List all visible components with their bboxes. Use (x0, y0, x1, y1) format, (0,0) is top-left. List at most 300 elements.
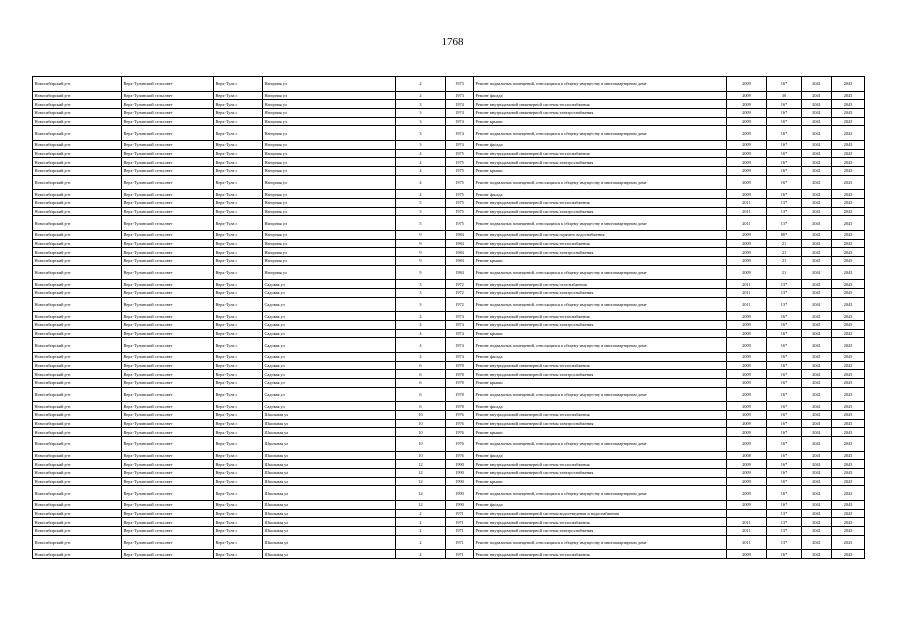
survey-year-cell: 2009 (727, 239, 767, 248)
build-year-cell: 1974 (446, 338, 474, 353)
settlement-cell: Верх-Тулинский сельсовет (122, 535, 214, 550)
plan-end-year-cell: 2043 (832, 175, 865, 190)
table-row (33, 190, 865, 199)
plan-start-year-cell: 2041 (802, 518, 832, 527)
build-year-cell: 1975 (446, 216, 474, 231)
plan-start-year-cell: 2041 (802, 338, 832, 353)
wear-percent-cell: 16* (767, 352, 802, 361)
house-number-cell: 4 (396, 550, 446, 559)
locality-cell: Верх-Тула с (214, 312, 263, 321)
build-year-cell: 1984 (446, 257, 474, 266)
survey-year-cell: 2009 (727, 230, 767, 239)
street-cell: Нагорная ул (263, 91, 396, 100)
build-year-cell: 1975 (446, 198, 474, 207)
house-number-cell: 10 (396, 410, 446, 419)
build-year-cell: 1974 (446, 140, 474, 149)
table-row (33, 198, 865, 207)
locality-cell: Верх-Тула с (214, 239, 263, 248)
house-number-cell: 3 (396, 288, 446, 297)
wear-percent-cell: 16* (767, 460, 802, 469)
settlement-cell: Верх-Тулинский сельсовет (122, 437, 214, 452)
street-cell: Нагорная ул (263, 198, 396, 207)
settlement-cell: Верх-Тулинский сельсовет (122, 352, 214, 361)
survey-year-cell: 2009 (727, 140, 767, 149)
plan-start-year-cell: 2041 (802, 216, 832, 231)
plan-end-year-cell: 2043 (832, 509, 865, 518)
settlement-cell: Верх-Тулинский сельсовет (122, 158, 214, 167)
locality-cell: Верх-Тула с (214, 550, 263, 559)
settlement-cell: Верх-Тулинский сельсовет (122, 486, 214, 501)
build-year-cell: 1984 (446, 265, 474, 280)
table-row (33, 402, 865, 411)
wear-percent-cell: 13* (767, 198, 802, 207)
wear-percent-cell: 13* (767, 509, 802, 518)
work-type-cell: Ремонт фасада (474, 140, 727, 149)
plan-end-year-cell: 2043 (832, 248, 865, 257)
locality-cell: Верх-Тула с (214, 297, 263, 312)
municipality-cell: Новосибирский р-н (33, 410, 122, 419)
settlement-cell: Верх-Тулинский сельсовет (122, 509, 214, 518)
table-row (33, 477, 865, 486)
table-row (33, 527, 865, 536)
build-year-cell: 1976 (446, 451, 474, 460)
plan-end-year-cell: 2043 (832, 207, 865, 216)
street-cell: Школьная ул (263, 437, 396, 452)
plan-start-year-cell: 2041 (802, 149, 832, 158)
plan-end-year-cell: 2043 (832, 387, 865, 402)
municipality-cell: Новосибирский р-н (33, 117, 122, 126)
municipality-cell: Новосибирский р-н (33, 460, 122, 469)
survey-year-cell: 2011 (727, 518, 767, 527)
municipality-cell: Новосибирский р-н (33, 297, 122, 312)
municipality-cell: Новосибирский р-н (33, 437, 122, 452)
locality-cell: Верх-Тула с (214, 190, 263, 199)
build-year-cell: 1972 (446, 297, 474, 312)
plan-start-year-cell: 2041 (802, 468, 832, 477)
house-number-cell: 4 (396, 149, 446, 158)
house-number-cell: 4 (396, 175, 446, 190)
table-row (33, 361, 865, 370)
street-cell: Садовая ул (263, 297, 396, 312)
house-number-cell: 9 (396, 230, 446, 239)
municipality-cell: Новосибирский р-н (33, 167, 122, 176)
table-row (33, 329, 865, 338)
build-year-cell: 1976 (446, 410, 474, 419)
plan-end-year-cell: 2043 (832, 198, 865, 207)
work-type-cell: Ремонт внутридомовой инженерной системы теплоснабжения (474, 460, 727, 469)
house-number-cell: 9 (396, 239, 446, 248)
plan-start-year-cell: 2041 (802, 108, 832, 117)
locality-cell: Верх-Тула с (214, 338, 263, 353)
house-number-cell: 2 (396, 91, 446, 100)
street-cell: Школьная ул (263, 468, 396, 477)
build-year-cell: 1974 (446, 100, 474, 109)
work-type-cell: Ремонт фасада (474, 500, 727, 509)
table-row (33, 437, 865, 452)
house-number-cell: 12 (396, 468, 446, 477)
locality-cell: Верх-Тула с (214, 419, 263, 428)
wear-percent-cell: 16* (767, 126, 802, 141)
plan-start-year-cell: 2041 (802, 117, 832, 126)
locality-cell: Верх-Тула с (214, 140, 263, 149)
build-year-cell: 1974 (446, 312, 474, 321)
plan-end-year-cell: 2043 (832, 527, 865, 536)
survey-year-cell: 2009 (727, 190, 767, 199)
work-type-cell: Ремонт фасада (474, 190, 727, 199)
wear-percent-cell: 16* (767, 149, 802, 158)
page-number: 1768 (441, 36, 464, 48)
street-cell: Садовая ул (263, 338, 396, 353)
settlement-cell: Верх-Тулинский сельсовет (122, 320, 214, 329)
house-number-cell: 12 (396, 460, 446, 469)
plan-start-year-cell: 2041 (802, 158, 832, 167)
house-number-cell: 6 (396, 402, 446, 411)
wear-percent-cell: 13* (767, 288, 802, 297)
plan-start-year-cell: 2041 (802, 100, 832, 109)
locality-cell: Верх-Тула с (214, 149, 263, 158)
plan-start-year-cell: 2041 (802, 361, 832, 370)
street-cell: Нагорная ул (263, 265, 396, 280)
table-row (33, 158, 865, 167)
work-type-cell: Ремонт подвальных помещений, относящихся к общему имуществу в многоквартирном доме (474, 297, 727, 312)
work-type-cell: Ремонт внутридомовой инженерной системы горячего водоснабжения (474, 230, 727, 239)
house-number-cell: 3 (396, 280, 446, 289)
house-number-cell: 9 (396, 248, 446, 257)
work-type-cell: Ремонт внутридомовой инженерной системы газоснабжения (474, 280, 727, 289)
work-type-cell: Ремонт внутридомовой инженерной системы электроснабжения (474, 468, 727, 477)
plan-end-year-cell: 2043 (832, 486, 865, 501)
plan-end-year-cell: 2043 (832, 158, 865, 167)
wear-percent-cell: 21 (767, 265, 802, 280)
work-type-cell: Ремонт подвальных помещений, относящихся к общему имуществу в многоквартирном доме (474, 535, 727, 550)
house-number-cell: 3 (396, 100, 446, 109)
street-cell: Нагорная ул (263, 167, 396, 176)
plan-start-year-cell: 2041 (802, 265, 832, 280)
wear-percent-cell: 16* (767, 378, 802, 387)
street-cell: Школьная ул (263, 550, 396, 559)
plan-start-year-cell: 2041 (802, 535, 832, 550)
table-row (33, 312, 865, 321)
street-cell: Садовая ул (263, 312, 396, 321)
work-type-cell: Ремонт внутридомовой инженерной системы теплоснабжения (474, 312, 727, 321)
table-row (33, 297, 865, 312)
municipality-cell: Новосибирский р-н (33, 239, 122, 248)
street-cell: Школьная ул (263, 428, 396, 437)
plan-start-year-cell: 2041 (802, 387, 832, 402)
survey-year-cell: 2009 (727, 419, 767, 428)
locality-cell: Верх-Тула с (214, 535, 263, 550)
work-type-cell: Ремонт внутридомовой инженерной системы электроснабжения (474, 207, 727, 216)
municipality-cell: Новосибирский р-н (33, 329, 122, 338)
work-type-cell: Ремонт внутридомовой инженерной системы электроснабжения (474, 248, 727, 257)
plan-end-year-cell: 2043 (832, 320, 865, 329)
table-row (33, 167, 865, 176)
build-year-cell: 1971 (446, 509, 474, 518)
table-row (33, 338, 865, 353)
locality-cell: Верх-Тула с (214, 91, 263, 100)
wear-percent-cell: 16* (767, 100, 802, 109)
build-year-cell: 1972 (446, 288, 474, 297)
plan-start-year-cell: 2041 (802, 451, 832, 460)
wear-percent-cell: 16* (767, 320, 802, 329)
plan-start-year-cell: 2041 (802, 477, 832, 486)
plan-start-year-cell: 2041 (802, 239, 832, 248)
work-type-cell: Ремонт внутридомовой инженерной системы электроснабжения (474, 370, 727, 379)
table-row (33, 280, 865, 289)
build-year-cell: 1974 (446, 320, 474, 329)
work-type-cell: Ремонт подвальных помещений, относящихся к общему имуществу в многоквартирном доме (474, 437, 727, 452)
table-row (33, 378, 865, 387)
settlement-cell: Верх-Тулинский сельсовет (122, 198, 214, 207)
settlement-cell: Верх-Тулинский сельсовет (122, 77, 214, 92)
house-number-cell: 12 (396, 486, 446, 501)
table-row (33, 100, 865, 109)
plan-start-year-cell: 2041 (802, 167, 832, 176)
street-cell: Садовая ул (263, 288, 396, 297)
plan-end-year-cell: 2043 (832, 370, 865, 379)
plan-start-year-cell: 2041 (802, 419, 832, 428)
wear-percent-cell: 16* (767, 370, 802, 379)
municipality-cell: Новосибирский р-н (33, 550, 122, 559)
plan-end-year-cell: 2043 (832, 338, 865, 353)
locality-cell: Верх-Тула с (214, 167, 263, 176)
locality-cell: Верх-Тула с (214, 378, 263, 387)
plan-end-year-cell: 2043 (832, 239, 865, 248)
municipality-cell: Новосибирский р-н (33, 338, 122, 353)
build-year-cell: 1976 (446, 428, 474, 437)
survey-year-cell: 2009 (727, 387, 767, 402)
house-number-cell: 2 (396, 77, 446, 92)
locality-cell: Верх-Тула с (214, 402, 263, 411)
work-type-cell: Ремонт внутридомовой инженерной системы теплоснабжения (474, 149, 727, 158)
street-cell: Нагорная ул (263, 149, 396, 158)
municipality-cell: Новосибирский р-н (33, 370, 122, 379)
street-cell: Нагорная ул (263, 100, 396, 109)
build-year-cell: 1978 (446, 361, 474, 370)
municipality-cell: Новосибирский р-н (33, 77, 122, 92)
build-year-cell: 1974 (446, 108, 474, 117)
wear-percent-cell: 16* (767, 410, 802, 419)
municipality-cell: Новосибирский р-н (33, 486, 122, 501)
house-number-cell: 4 (396, 312, 446, 321)
plan-start-year-cell: 2041 (802, 312, 832, 321)
house-number-cell: 6 (396, 378, 446, 387)
municipality-cell: Новосибирский р-н (33, 91, 122, 100)
work-type-cell: Ремонт крыши (474, 428, 727, 437)
build-year-cell: 1971 (446, 527, 474, 536)
build-year-cell: 1971 (446, 535, 474, 550)
settlement-cell: Верх-Тулинский сельсовет (122, 500, 214, 509)
plan-start-year-cell: 2041 (802, 527, 832, 536)
municipality-cell: Новосибирский р-н (33, 216, 122, 231)
build-year-cell: 1971 (446, 550, 474, 559)
work-type-cell: Ремонт внутридомовой инженерной системы водоотведения и водоснабжения (474, 509, 727, 518)
wear-percent-cell: 16* (767, 312, 802, 321)
municipality-cell: Новосибирский р-н (33, 190, 122, 199)
work-type-cell: Ремонт внутридомовой инженерной системы электроснабжения (474, 288, 727, 297)
plan-end-year-cell: 2043 (832, 428, 865, 437)
plan-end-year-cell: 2043 (832, 518, 865, 527)
work-type-cell: Ремонт подвальных помещений, относящихся к общему имуществу в многоквартирном доме (474, 175, 727, 190)
work-type-cell: Ремонт внутридомовой инженерной системы электроснабжения (474, 320, 727, 329)
street-cell: Садовая ул (263, 329, 396, 338)
locality-cell: Верх-Тула с (214, 451, 263, 460)
table-row (33, 518, 865, 527)
survey-year-cell: 2009 (727, 460, 767, 469)
locality-cell: Верх-Тула с (214, 486, 263, 501)
house-number-cell: 2 (396, 518, 446, 527)
locality-cell: Верх-Тула с (214, 265, 263, 280)
survey-year-cell: 2011 (727, 527, 767, 536)
house-number-cell: 10 (396, 451, 446, 460)
table-row (33, 207, 865, 216)
locality-cell: Верх-Тула с (214, 126, 263, 141)
survey-year-cell: 2009 (727, 402, 767, 411)
plan-end-year-cell: 2043 (832, 352, 865, 361)
house-number-cell: 5 (396, 198, 446, 207)
work-type-cell: Ремонт внутридомовой инженерной системы теплоснабжения (474, 410, 727, 419)
survey-year-cell: 2009 (727, 149, 767, 158)
locality-cell: Верх-Тула с (214, 198, 263, 207)
street-cell: Школьная ул (263, 419, 396, 428)
settlement-cell: Верх-Тулинский сельсовет (122, 361, 214, 370)
survey-year-cell: 2009 (727, 468, 767, 477)
table-row (33, 500, 865, 509)
work-type-cell: Ремонт крыши (474, 477, 727, 486)
plan-start-year-cell: 2041 (802, 198, 832, 207)
survey-year-cell: 2009 (727, 486, 767, 501)
house-number-cell: 5 (396, 216, 446, 231)
build-year-cell: 1975 (446, 190, 474, 199)
plan-start-year-cell: 2041 (802, 248, 832, 257)
table-row (33, 320, 865, 329)
house-number-cell: 2 (396, 509, 446, 518)
plan-start-year-cell: 2041 (802, 402, 832, 411)
plan-end-year-cell: 2043 (832, 477, 865, 486)
table-row (33, 265, 865, 280)
street-cell: Нагорная ул (263, 158, 396, 167)
survey-year-cell: 2009 (727, 378, 767, 387)
street-cell: Садовая ул (263, 352, 396, 361)
table-row (33, 216, 865, 231)
house-number-cell: 3 (396, 297, 446, 312)
plan-end-year-cell: 2043 (832, 500, 865, 509)
build-year-cell: 1974 (446, 329, 474, 338)
plan-start-year-cell: 2041 (802, 140, 832, 149)
table-row (33, 257, 865, 266)
plan-end-year-cell: 2043 (832, 550, 865, 559)
street-cell: Нагорная ул (263, 190, 396, 199)
plan-start-year-cell: 2041 (802, 91, 832, 100)
plan-start-year-cell: 2041 (802, 460, 832, 469)
table-row (33, 486, 865, 501)
survey-year-cell: 2009 (727, 550, 767, 559)
street-cell: Школьная ул (263, 451, 396, 460)
wear-percent-cell: 13* (767, 527, 802, 536)
house-number-cell: 4 (396, 329, 446, 338)
street-cell: Школьная ул (263, 477, 396, 486)
survey-year-cell: 2009 (727, 265, 767, 280)
work-type-cell: Ремонт фасада (474, 352, 727, 361)
municipality-cell: Новосибирский р-н (33, 257, 122, 266)
work-type-cell: Ремонт подвальных помещений, относящихся к общему имуществу в многоквартирном доме (474, 265, 727, 280)
municipality-cell: Новосибирский р-н (33, 100, 122, 109)
locality-cell: Верх-Тула с (214, 527, 263, 536)
wear-percent-cell: 80* (767, 230, 802, 239)
work-type-cell: Ремонт подвальных помещений, относящихся к общему имуществу в многоквартирном доме (474, 126, 727, 141)
plan-end-year-cell: 2043 (832, 419, 865, 428)
street-cell: Нагорная ул (263, 126, 396, 141)
table-row (33, 91, 865, 100)
work-type-cell: Ремонт подвальных помещений, относящихся к общему имуществу в многоквартирном доме (474, 216, 727, 231)
street-cell: Нагорная ул (263, 216, 396, 231)
plan-start-year-cell: 2041 (802, 288, 832, 297)
street-cell: Школьная ул (263, 460, 396, 469)
street-cell: Школьная ул (263, 527, 396, 536)
build-year-cell: 1990 (446, 460, 474, 469)
settlement-cell: Верх-Тулинский сельсовет (122, 460, 214, 469)
survey-year-cell: 2009 (727, 167, 767, 176)
build-year-cell: 1984 (446, 248, 474, 257)
wear-percent-cell: 21 (767, 257, 802, 266)
street-cell: Садовая ул (263, 280, 396, 289)
survey-year-cell: 2009 (727, 437, 767, 452)
municipality-cell: Новосибирский р-н (33, 265, 122, 280)
build-year-cell: 1975 (446, 149, 474, 158)
settlement-cell: Верх-Тулинский сельсовет (122, 280, 214, 289)
municipality-cell: Новосибирский р-н (33, 175, 122, 190)
locality-cell: Верх-Тула с (214, 257, 263, 266)
wear-percent-cell: 16* (767, 428, 802, 437)
table-row (33, 410, 865, 419)
wear-percent-cell: 13* (767, 535, 802, 550)
house-number-cell: 5 (396, 207, 446, 216)
locality-cell: Верх-Тула с (214, 77, 263, 92)
settlement-cell: Верх-Тулинский сельсовет (122, 288, 214, 297)
municipality-cell: Новосибирский р-н (33, 387, 122, 402)
settlement-cell: Верх-Тулинский сельсовет (122, 175, 214, 190)
work-type-cell: Ремонт внутридомовой инженерной системы электроснабжения (474, 527, 727, 536)
municipality-cell: Новосибирский р-н (33, 361, 122, 370)
municipality-cell: Новосибирский р-н (33, 207, 122, 216)
build-year-cell: 1978 (446, 387, 474, 402)
settlement-cell: Верх-Тулинский сельсовет (122, 230, 214, 239)
locality-cell: Верх-Тула с (214, 280, 263, 289)
house-number-cell: 3 (396, 108, 446, 117)
wear-percent-cell: 21 (767, 248, 802, 257)
wear-percent-cell: 21 (767, 239, 802, 248)
settlement-cell: Верх-Тулинский сельсовет (122, 419, 214, 428)
table-row (33, 288, 865, 297)
work-type-cell: Ремонт крыши (474, 378, 727, 387)
plan-end-year-cell: 2043 (832, 91, 865, 100)
survey-year-cell: 2011 (727, 297, 767, 312)
street-cell: Нагорная ул (263, 248, 396, 257)
settlement-cell: Верх-Тулинский сельсовет (122, 527, 214, 536)
locality-cell: Верх-Тула с (214, 460, 263, 469)
street-cell: Садовая ул (263, 378, 396, 387)
municipality-cell: Новосибирский р-н (33, 509, 122, 518)
settlement-cell: Верх-Тулинский сельсовет (122, 149, 214, 158)
table-row (33, 451, 865, 460)
work-type-cell: Ремонт подвальных помещений, относящихся к общему имуществу в многоквартирном доме (474, 338, 727, 353)
locality-cell: Верх-Тула с (214, 216, 263, 231)
wear-percent-cell: 16* (767, 550, 802, 559)
locality-cell: Верх-Тула с (214, 207, 263, 216)
table-row (33, 387, 865, 402)
work-type-cell: Ремонт подвальных помещений, относящихся к общему имуществу в многоквартирном доме (474, 387, 727, 402)
municipality-cell: Новосибирский р-н (33, 280, 122, 289)
